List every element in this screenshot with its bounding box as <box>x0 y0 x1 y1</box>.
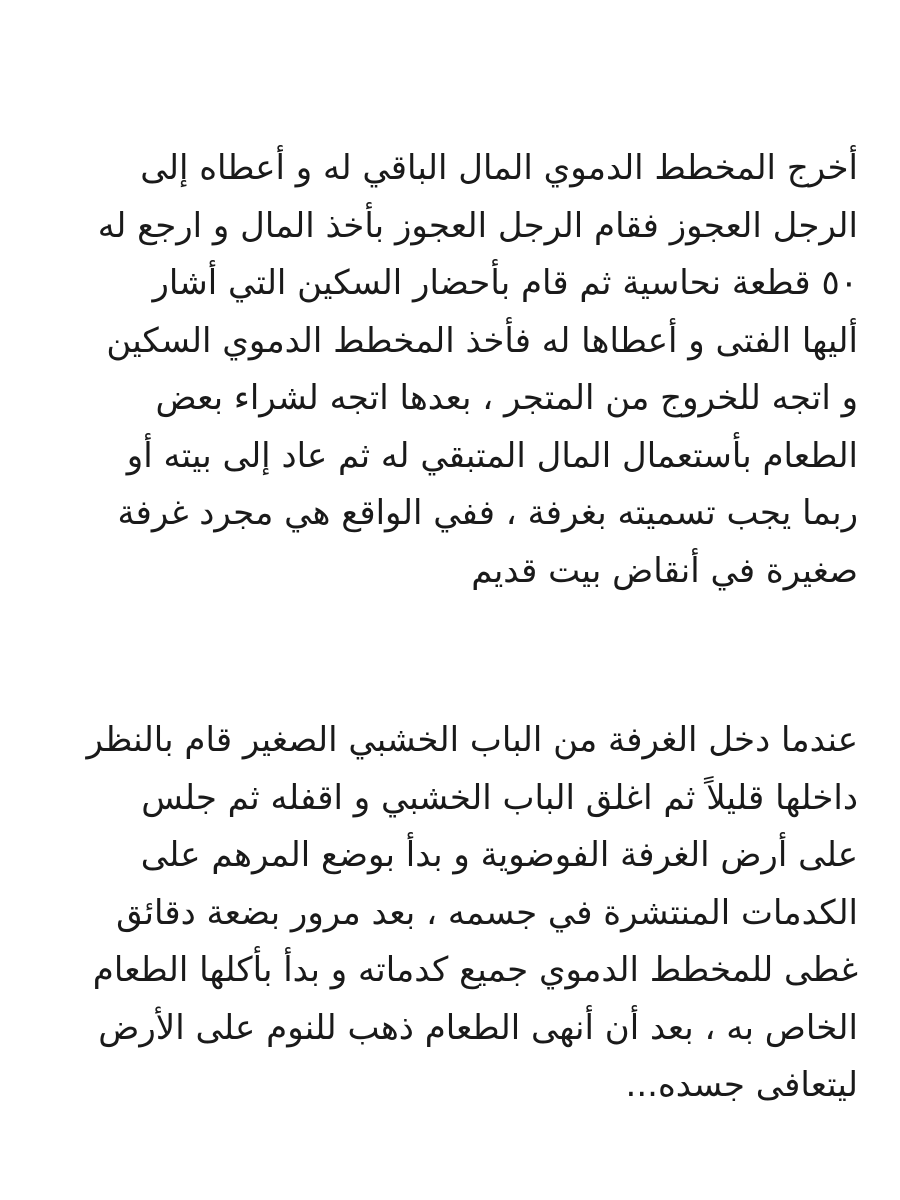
paragraph-2 <box>28 712 858 1115</box>
paragraph-2-line-1: عندما دخل الغرفة من الباب الخشبي الصغير قام بالنظر <box>86 720 858 760</box>
paragraph-1-line-5: و اتجه للخروج من المتجر ، بعدها اتجه لشراء بعض <box>155 378 858 418</box>
paragraph-1-line-3: ٥٠ قطعة نحاسية ثم قام بأحضار السكين التي أشار <box>152 263 858 303</box>
paragraph-2-line-5: غطى للمخطط الدموي جميع كدماته و بدأ بأكلها الطعام <box>92 950 858 990</box>
paragraph-2-line-7: ليتعافى جسده... <box>625 1065 858 1105</box>
paragraph-1-line-7: ربما يجب تسميته بغرفة ، ففي الواقع هي مجرد غرفة <box>117 493 858 533</box>
paragraph-1 <box>28 140 858 600</box>
paragraph-1-line-6: الطعام بأستعمال المال المتبقي له ثم عاد إلى بيته أو <box>126 435 858 476</box>
paragraph-1-line-8: صغيرة في أنقاض بيت قديم <box>471 550 858 591</box>
paragraph-1-line-4: أليها الفتى و أعطاها له فأخذ المخطط الدموي السكين <box>106 320 858 361</box>
paragraph-2-line-6: الخاص به ، بعد أن أنهى الطعام ذهب للنوم على الأرض <box>98 1007 858 1048</box>
paragraph-2-line-3: على أرض الغرفة الفوضوية و بدأ بوضع المرهم على <box>140 835 858 875</box>
paragraph-2-line-4: الكدمات المنتشرة في جسمه ، بعد مرور بضعة دقائق <box>116 892 858 933</box>
paragraph-1-line-2: الرجل العجوز فقام الرجل العجوز بأخذ المال و ارجع له <box>97 205 858 246</box>
paragraph-2-line-2: داخلها قليلاً ثم اغلق الباب الخشبي و اقفله ثم جلس <box>141 777 858 818</box>
paragraph-1-line-1: أخرج المخطط الدموي المال الباقي له و أعطاه إلى <box>140 148 858 188</box>
